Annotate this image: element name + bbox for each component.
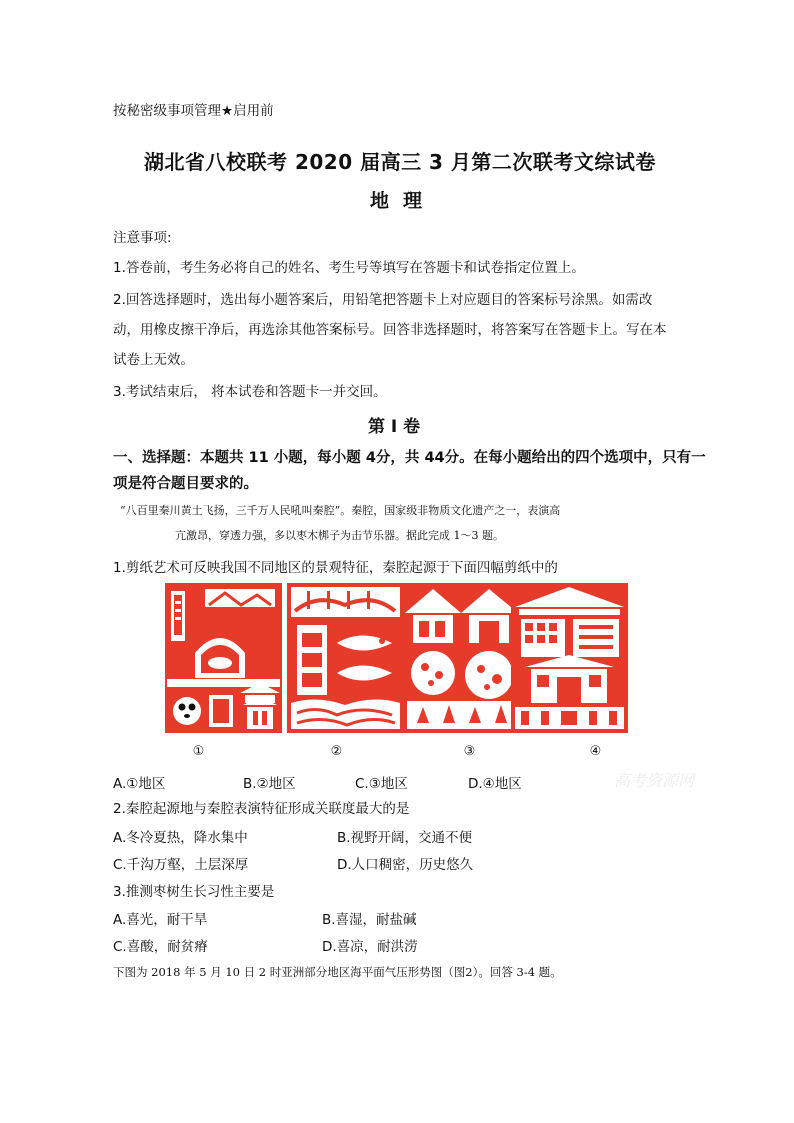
q3-option-b[interactable]: B.喜湿，耐盐碱 [322,912,417,928]
q1-stem: 1.剪纸艺术可反映我国不同地区的景观特征，秦腔起源于下面四幅剪纸中的 [113,560,558,576]
q3-option-d[interactable]: D.喜凉，耐洪涝 [322,939,418,955]
q1-option-b[interactable]: B.②地区 [243,776,296,792]
papercut-3 [403,583,520,733]
notes-item-3: 3.考试结束后， 将本试卷和答题卡一并交回。 [113,384,387,400]
section-instruction-line-1: 一、选择题：本题共 11 小题，每小题 4分，共 44分。在每小题给出的四个选项中，只有一 [113,450,706,466]
papercut-2 [287,583,404,733]
q2-option-a[interactable]: A.冬冷夏热，降水集中 [113,830,248,846]
q3-stem: 3.推测枣树生长习性主要是 [113,884,275,900]
q1-option-a[interactable]: A.①地区 [113,776,166,792]
page-title: 湖北省八校联考 2020 届高三 3 月第二次联考文综试卷 [144,150,656,174]
papercut-4 [511,583,628,733]
notes-item-2-line-1: 2.回答选择题时，选出每小题答案后，用铅笔把答题卡上对应题目的答案标号涂黑。如需改 [113,292,653,308]
notes-item-1: 1.答卷前，考生务必将自己的姓名、考生号等填写在答题卡和试卷指定位置上。 [113,260,585,276]
passage-line-2: 亢激昂，穿透力强，多以枣木梆子为击节乐器。据此完成 1～3 题。 [175,529,504,542]
papercut-label-1: ① [192,744,205,759]
q3-option-a[interactable]: A.喜光，耐干旱 [113,912,208,928]
q1-option-c[interactable]: C.③地区 [355,776,408,792]
section-heading: 第 I 卷 [368,417,421,437]
papercut-1 [165,583,282,733]
notes-item-2-line-3: 试卷上无效。 [113,352,194,368]
q2-stem: 2.秦腔起源地与秦腔表演特征形成关联度最大的是 [113,801,410,817]
watermark: 高考资源网 [614,771,695,790]
q1-option-d[interactable]: D.④地区 [468,776,522,792]
passage-line-1: “八百里秦川黄土飞扬，三千万人民吼叫秦腔”。秦腔，国家级非物质文化遗产之一，表演高 [120,504,561,517]
q2-option-c[interactable]: C.千沟万壑，土层深厚 [113,857,249,873]
papercut-label-3: ③ [463,744,476,759]
papercut-label-4: ④ [589,744,602,759]
notes-item-2-line-2: 动，用橡皮擦干净后，再选涂其他答案标号。回答非选择题时，将答案写在答题卡上。写在本 [113,322,667,338]
section-instruction-line-2: 项是符合题目要求的。 [113,476,258,492]
notes-heading: 注意事项: [113,230,172,246]
q2-option-d[interactable]: D.人口稠密，历史悠久 [337,857,474,873]
papercut-label-2: ② [330,744,343,759]
q3-option-c[interactable]: C.喜酸，耐贫瘠 [113,939,208,955]
secret-notice: 按秘密级事项管理★启用前 [113,103,274,119]
page-subtitle: 地理 [370,190,437,212]
q2-option-b[interactable]: B.视野开阔，交通不便 [337,830,473,846]
next-section-intro: 下图为 2018 年 5 月 10 日 2 时亚洲部分地区海平面气压形势图（图2）。回答 3-4 题。 [113,965,562,979]
